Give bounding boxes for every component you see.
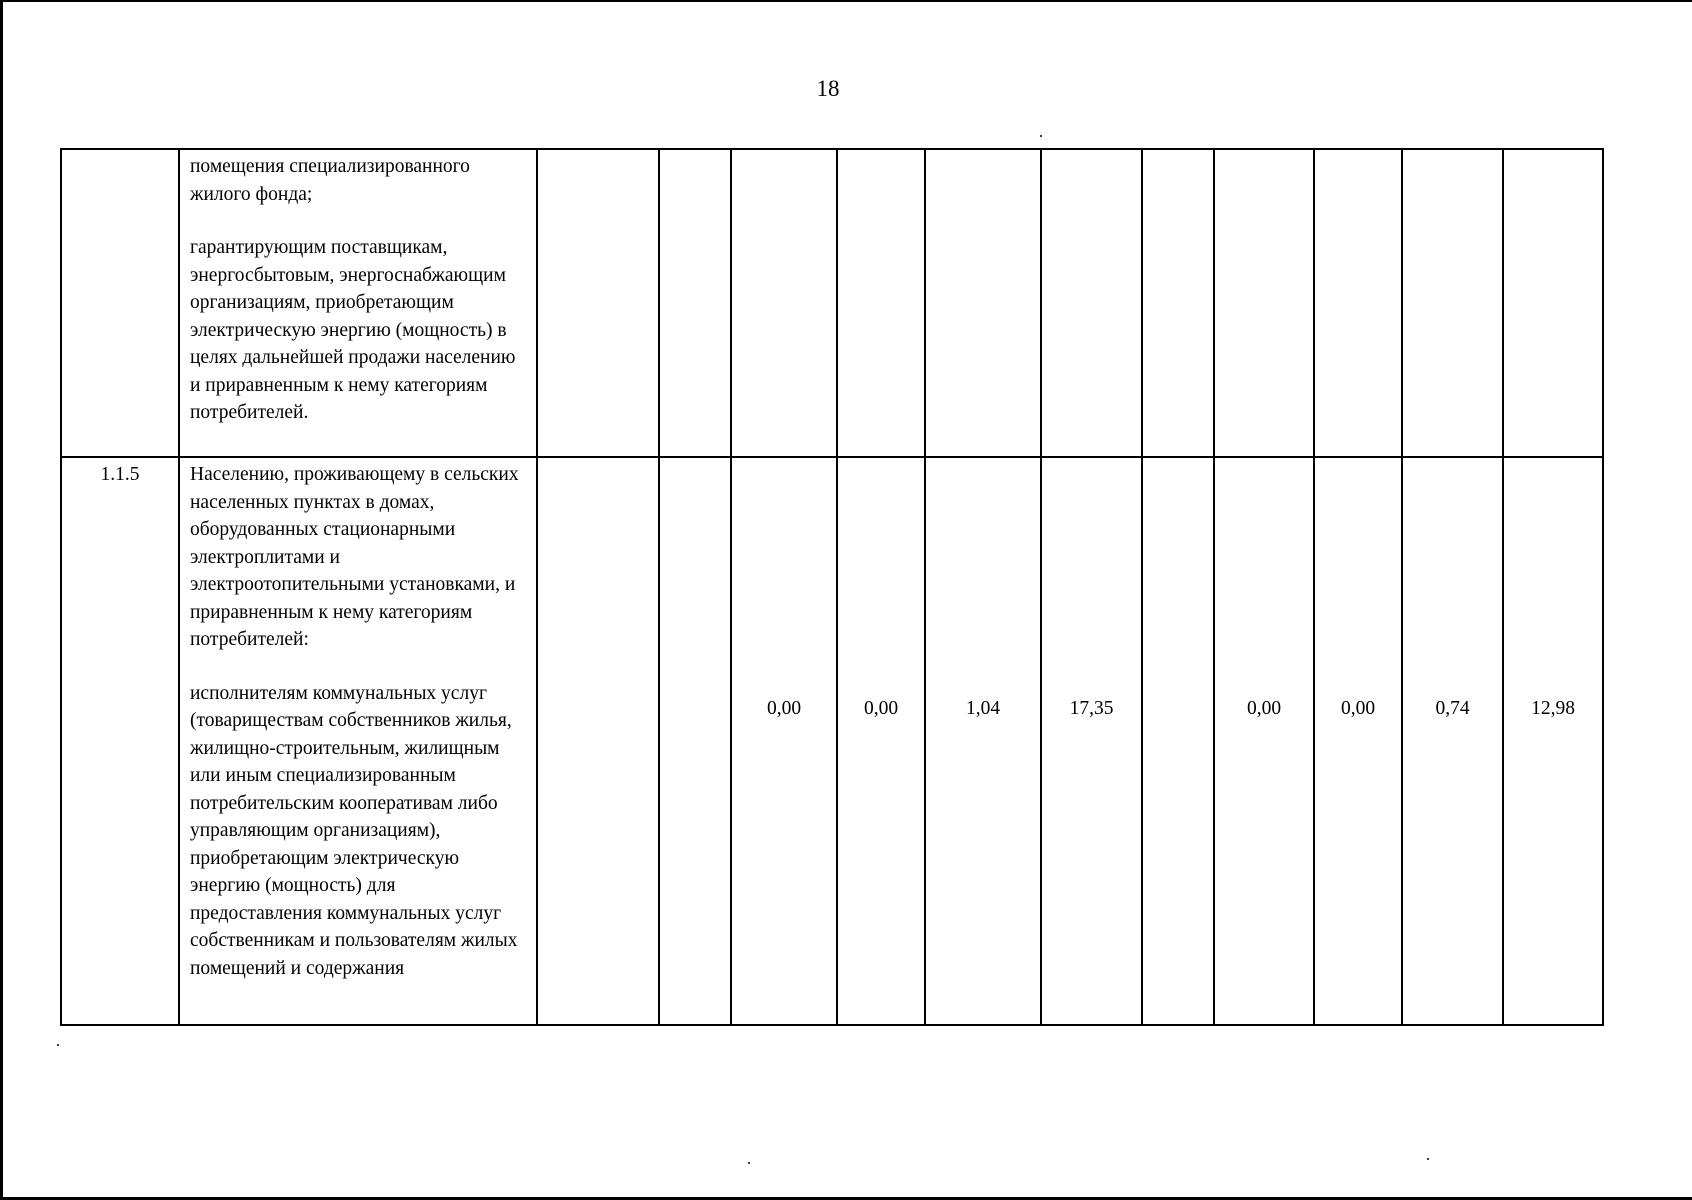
row-number bbox=[61, 149, 179, 457]
value-cell bbox=[1041, 149, 1142, 457]
row-number: 1.1.5 bbox=[61, 457, 179, 1025]
value-cell: 12,98 bbox=[1503, 457, 1603, 1025]
value-cell: 17,35 bbox=[1041, 457, 1142, 1025]
value-cell: 0,00 bbox=[1214, 457, 1314, 1025]
value-cell bbox=[1142, 149, 1214, 457]
table-row bbox=[61, 149, 1603, 457]
value-cell bbox=[837, 149, 925, 457]
value-cell bbox=[537, 457, 659, 1025]
description-paragraph: исполнителям коммунальных услуг (товариществам собственников жилья, жилищно-строительным, жилищным или иным специализированным потребительским кооперативам либо управляющим организациям), приобретающим электрическую энергию (мощность) для предоставления коммунальных услуг собственникам и пользователям жилых помещений и содержания bbox=[190, 682, 518, 979]
scan-dot bbox=[1040, 135, 1042, 137]
value-cell bbox=[1214, 149, 1314, 457]
value-cell bbox=[731, 149, 837, 457]
scan-mark bbox=[1040, 0, 1186, 2]
value-cell bbox=[659, 457, 731, 1025]
value-cell bbox=[537, 149, 659, 457]
value-cell: 0,00 bbox=[837, 457, 925, 1025]
scan-dot bbox=[748, 1162, 750, 1164]
value-cell bbox=[1402, 149, 1503, 457]
tariff-table bbox=[60, 148, 1604, 1026]
value-cell: 1,04 bbox=[925, 457, 1041, 1025]
value-cell: 0,00 bbox=[731, 457, 837, 1025]
description-paragraph: гарантирующим поставщикам, энергосбытовым, энергоснабжающим организациям, приобретающим электрическую энергию (мощность) в целях дальнейшей продажи населению и приравненным к нему категориям потребителей. bbox=[190, 237, 516, 423]
scan-edge-top bbox=[0, 0, 1692, 2]
table-row bbox=[61, 457, 1603, 1025]
value-cell bbox=[1314, 149, 1402, 457]
value-cell bbox=[1503, 149, 1603, 457]
value-cell bbox=[1142, 457, 1214, 1025]
value-cell: 0,74 bbox=[1402, 457, 1503, 1025]
page-number: 18 bbox=[816, 76, 840, 101]
scan-dot bbox=[57, 1044, 59, 1046]
value-cell bbox=[925, 149, 1041, 457]
scan-mark bbox=[320, 0, 426, 2]
row-description bbox=[179, 149, 537, 457]
value-cell bbox=[659, 149, 731, 457]
value-cell: 0,00 bbox=[1314, 457, 1402, 1025]
description-paragraph: помещения специализированного жилого фонда; bbox=[190, 156, 470, 205]
scan-edge-left bbox=[0, 0, 3, 1200]
row-description bbox=[179, 457, 537, 1025]
description-paragraph: Населению, проживающему в сельских населенных пунктах в домах, оборудованных стационарными электроплитами и электроотопительными установками, и приравненным к нему категориям потребителей: bbox=[190, 464, 519, 650]
scan-dot bbox=[1427, 1158, 1429, 1160]
